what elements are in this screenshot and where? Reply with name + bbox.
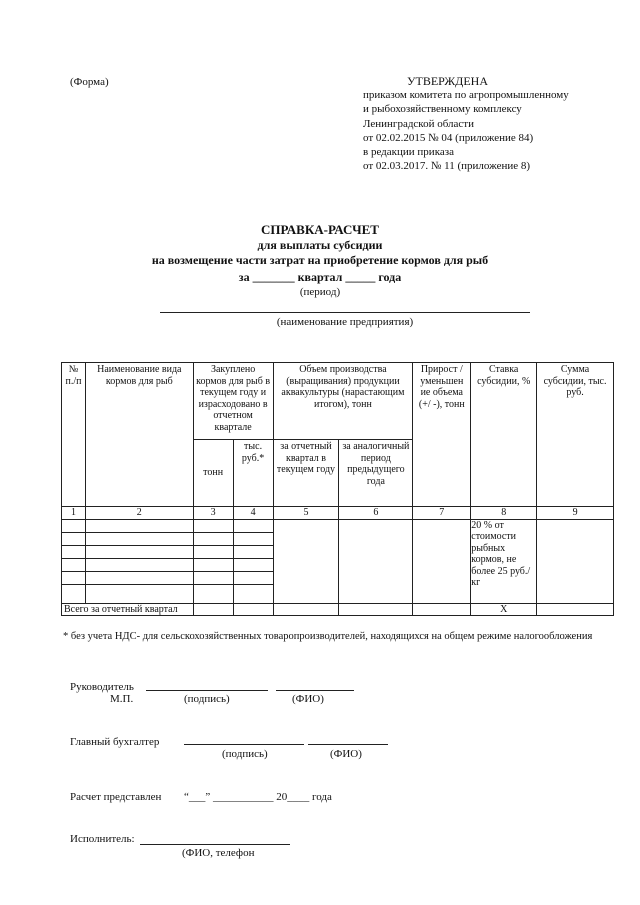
approval-line: Ленинградской области xyxy=(363,117,474,130)
cell[interactable] xyxy=(339,603,413,616)
executor-caption: (ФИО, телефон xyxy=(182,847,255,859)
fio-caption: (ФИО) xyxy=(292,693,324,705)
approval-line: в редакции приказа xyxy=(363,146,454,159)
cell[interactable] xyxy=(233,558,273,571)
cell[interactable] xyxy=(193,545,233,558)
fio-caption: (ФИО) xyxy=(330,748,362,760)
cell[interactable] xyxy=(193,532,233,545)
approval-block xyxy=(363,74,613,173)
col-num: 2 xyxy=(85,507,193,520)
total-label: Всего за отчетный квартал xyxy=(62,603,194,616)
col-num: 9 xyxy=(537,507,614,520)
cell[interactable] xyxy=(193,558,233,571)
cell[interactable] xyxy=(62,571,86,584)
col-num: 1 xyxy=(62,507,86,520)
head-sign-line[interactable] xyxy=(146,690,268,691)
sign-caption: (подпись) xyxy=(184,693,230,705)
approved-heading: УТВЕРЖДЕНА xyxy=(407,74,489,88)
cell[interactable] xyxy=(85,519,193,532)
accountant-label: Главный бухгалтер xyxy=(70,736,160,748)
cell[interactable] xyxy=(85,545,193,558)
sign-caption: (подпись) xyxy=(222,748,268,760)
table-row xyxy=(62,519,614,532)
cell[interactable] xyxy=(62,584,86,603)
header-volume: Объем производства (выращивания) продукции аквакультуры (нарастающим итогом), тонн xyxy=(273,363,413,440)
cell[interactable] xyxy=(273,603,339,616)
cell[interactable] xyxy=(193,571,233,584)
cell[interactable] xyxy=(233,545,273,558)
rate-description: 20 % от стоимости рыбных кормов, не более 25 руб./кг xyxy=(471,519,537,603)
head-fio-line[interactable] xyxy=(276,690,354,691)
cell[interactable] xyxy=(413,603,471,616)
cell[interactable] xyxy=(193,519,233,532)
document-subtitle: для выплаты субсидии xyxy=(257,238,383,252)
cell[interactable] xyxy=(62,545,86,558)
col-num: 3 xyxy=(193,507,233,520)
approval-line: и рыбохозяйственному комплексу xyxy=(363,103,522,116)
col-num: 8 xyxy=(471,507,537,520)
cell[interactable] xyxy=(85,532,193,545)
column-numbers-row xyxy=(62,507,614,520)
header-tons: тонн xyxy=(193,440,233,507)
cell[interactable] xyxy=(537,603,614,616)
cell[interactable] xyxy=(193,603,233,616)
accountant-sign-line[interactable] xyxy=(184,744,304,745)
executor-line[interactable] xyxy=(140,844,290,845)
col-num: 5 xyxy=(273,507,339,520)
document-period-line: за _______ квартал _____ года xyxy=(238,270,402,284)
cell[interactable] xyxy=(85,571,193,584)
cell[interactable] xyxy=(537,519,614,603)
header-bought: Закуплено кормов для рыб в текущем году и израсходовано в отчетном квартале xyxy=(193,363,273,440)
mp-label: М.П. xyxy=(110,693,134,705)
header-sum: Сумма субсидии, тыс. руб. xyxy=(537,363,614,507)
approval-line: от 02.02.2015 № 04 (приложение 84) xyxy=(363,131,534,144)
document-purpose: на возмещение части затрат на приобретение кормов для рыб xyxy=(151,253,489,267)
header-no: № п./п xyxy=(62,363,86,507)
header-growth: Прирост /уменьшен ие объема (+/ -), тонн xyxy=(413,363,471,507)
total-rate: Х xyxy=(471,603,537,616)
cell[interactable] xyxy=(62,558,86,571)
header-current: за отчетный квартал в текущем году xyxy=(273,440,339,507)
submitted-date[interactable]: “___” ___________ 20____ года xyxy=(184,791,332,803)
cell[interactable] xyxy=(233,584,273,603)
cell[interactable] xyxy=(85,558,193,571)
cell[interactable] xyxy=(233,532,273,545)
cell[interactable] xyxy=(233,571,273,584)
col-num: 4 xyxy=(233,507,273,520)
cell[interactable] xyxy=(233,519,273,532)
header-prev: за аналогичный период предыдущего года xyxy=(339,440,413,507)
document-title: СПРАВКА-РАСЧЕТ xyxy=(261,222,379,237)
col-num: 6 xyxy=(339,507,413,520)
cell[interactable] xyxy=(273,519,339,603)
submitted-label: Расчет представлен xyxy=(70,791,162,803)
accountant-fio-line[interactable] xyxy=(308,744,388,745)
cell[interactable] xyxy=(193,584,233,603)
calculation-table xyxy=(61,362,614,616)
org-caption: (наименование предприятия) xyxy=(276,316,414,328)
header-rate: Ставка субсидии, % xyxy=(471,363,537,507)
header-rub: тыс. руб.* xyxy=(233,440,273,507)
executor-label: Исполнитель: xyxy=(70,833,135,845)
footnote: * без учета НДС- для сельскохозяйственных товаропроизводителей, находящихся на общем режиме налогообложения xyxy=(63,631,593,642)
approval-line: от 02.03.2017. № 11 (приложение 8) xyxy=(363,160,531,173)
head-label: Руководитель xyxy=(70,681,134,693)
cell[interactable] xyxy=(85,584,193,603)
period-caption: (период) xyxy=(299,286,341,298)
approval-line: приказом комитета по агропромышленному xyxy=(363,89,569,102)
org-name-line[interactable] xyxy=(160,312,530,313)
form-label: (Форма) xyxy=(70,76,109,88)
cell[interactable] xyxy=(413,519,471,603)
cell[interactable] xyxy=(62,519,86,532)
cell[interactable] xyxy=(339,519,413,603)
cell[interactable] xyxy=(62,532,86,545)
cell[interactable] xyxy=(233,603,273,616)
total-row xyxy=(62,603,614,616)
header-name: Наименование вида кормов для рыб xyxy=(85,363,193,507)
col-num: 7 xyxy=(413,507,471,520)
